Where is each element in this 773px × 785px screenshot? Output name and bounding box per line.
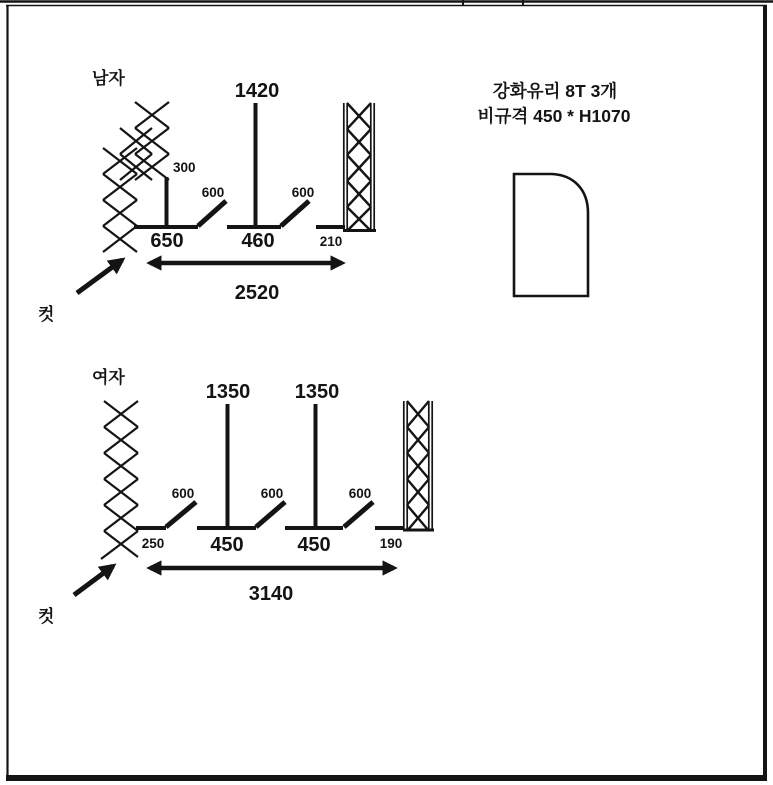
women-seg-dim-2: 450	[210, 534, 244, 556]
glass-panel-shape	[514, 174, 588, 296]
glass-note-line1: 강화유리 8T 3개	[492, 81, 618, 101]
women-height-dim-2: 1350	[294, 381, 340, 403]
men-door-dim-1: 600	[201, 185, 225, 200]
women-label: 여자	[92, 368, 125, 387]
women-right-wall-hatch	[407, 401, 429, 531]
women-seg-dim-1: 250	[141, 536, 165, 551]
women-cut-label: 컷	[38, 607, 55, 626]
women-left-hatched-wall	[101, 401, 138, 559]
women-door-dim-3: 600	[348, 486, 372, 501]
men-height-dim: 1420	[234, 80, 280, 102]
men-seg-dim-3: 210	[319, 234, 343, 249]
women-seg-dim-3: 450	[297, 534, 331, 556]
men-cut-label: 컷	[38, 305, 55, 324]
men-diagram	[38, 68, 376, 324]
women-door-line-3	[344, 502, 373, 527]
women-door-line-1	[166, 502, 196, 527]
men-hook-dim: 300	[173, 160, 196, 175]
women-door-dim-1: 600	[171, 486, 195, 501]
men-label: 남자	[92, 69, 125, 88]
women-door-line-2	[256, 502, 285, 527]
men-door-line-2	[281, 201, 309, 226]
women-height-dim-1: 1350	[205, 381, 251, 403]
men-door-line-1	[198, 201, 226, 226]
men-right-wall-hatch	[347, 103, 371, 231]
women-door-dim-2: 600	[260, 486, 284, 501]
men-seg-dim-1: 650	[150, 230, 184, 252]
men-total-dim: 2520	[234, 282, 280, 304]
women-total-dim: 3140	[248, 583, 294, 605]
women-seg-dim-4: 190	[379, 536, 403, 551]
glass-note	[478, 81, 631, 296]
men-seg-dim-2: 460	[241, 230, 275, 252]
women-cut-arrow	[74, 566, 113, 595]
glass-note-line2: 비규격 450 * H1070	[477, 106, 631, 126]
women-diagram	[38, 367, 434, 626]
men-door-dim-2: 600	[291, 185, 315, 200]
men-cut-arrow	[77, 260, 122, 293]
